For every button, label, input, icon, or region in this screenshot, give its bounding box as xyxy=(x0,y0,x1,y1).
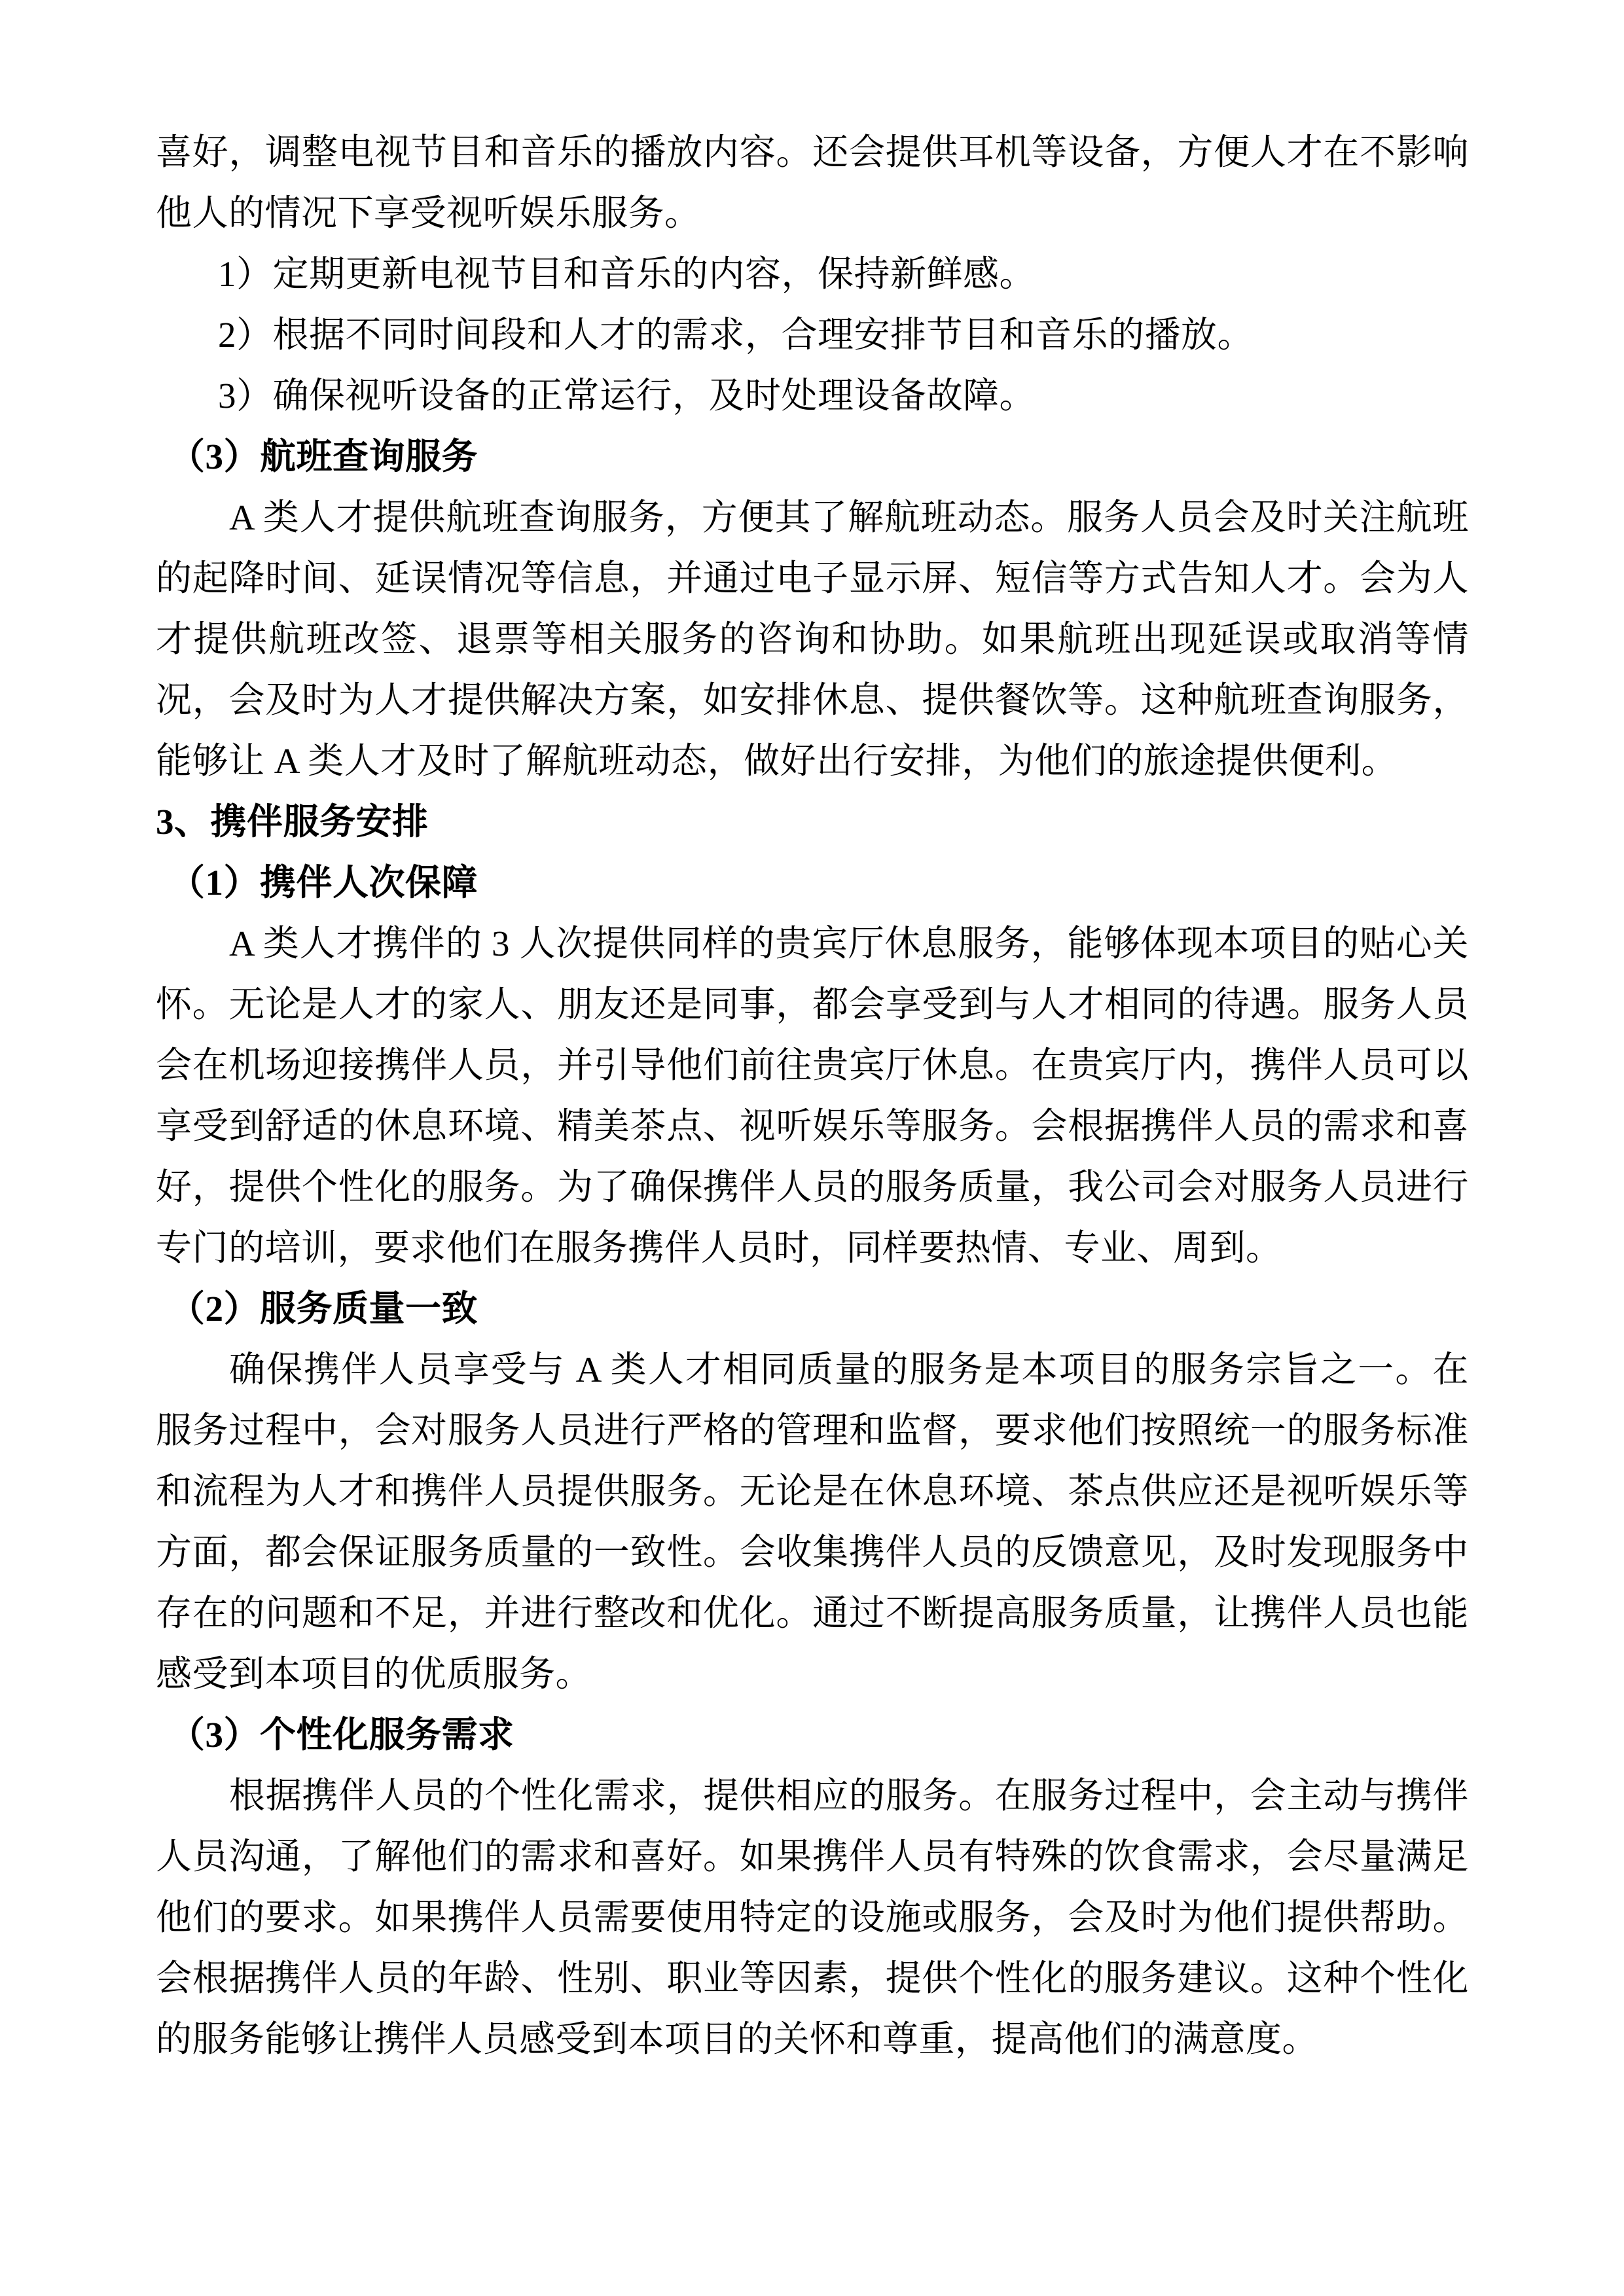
heading-service-quality-consistency: （2）服务质量一致 xyxy=(169,1289,478,1329)
heading-companion-service-arrangement: 3、携伴服务安排 xyxy=(156,802,429,842)
document-body xyxy=(156,122,1469,2070)
heading-flight-inquiry-service: （3）航班查询服务 xyxy=(169,437,478,476)
paragraph-flight-inquiry-service: A 类人才提供航班查询服务，方便其了解航班动态。服务人员会及时关注航班的起降时间、延误情况等信息，并通过电子显示屏、短信等方式告知人才。会为人才提供航班改签、退票等相关服务的咨询和协助。如果航班出现延误或取消等情况，会及时为人才提供解决方案，如安排休息、提供餐饮等。这种航班查询服务，能够让 A 类人才及时了解航班动态，做好出行安排，为他们的旅途提供便利。 xyxy=(156,497,1469,781)
heading-personalized-service-needs: （3）个性化服务需求 xyxy=(169,1715,514,1755)
heading-companion-person-times-guarantee: （1）携伴人次保障 xyxy=(169,863,478,903)
paragraph-service-quality-consistency: 确保携伴人员享受与 A 类人才相同质量的服务是本项目的服务宗旨之一。在服务过程中，会对服务人员进行严格的管理和监督，要求他们按照统一的服务标准和流程为人才和携伴人员提供服务。无论是在休息环境、茶点供应还是视听娱乐等方面，都会保证服务质量的一致性。会收集携伴人员的反馈意见，及时发现服务中存在的问题和不足，并进行整改和优化。通过不断提高服务质量，让携伴人员也能感受到本项目的优质服务。 xyxy=(156,1350,1469,1694)
paragraph-companion-person-times-guarantee: A 类人才携伴的 3 人次提供同样的贵宾厅休息服务，能够体现本项目的贴心关怀。无论是人才的家人、朋友还是同事，都会享受到与人才相同的待遇。服务人员会在机场迎接携伴人员，并引导他们前往贵宾厅休息。在贵宾厅内，携伴人员可以享受到舒适的休息环境、精美茶点、视听娱乐等服务。会根据携伴人员的需求和喜好，提供个性化的服务。为了确保携伴人员的服务质量，我公司会对服务人员进行专门的培训，要求他们在服务携伴人员时，同样要热情、专业、周到。 xyxy=(156,924,1469,1268)
paragraph-av-entertainment-continued: 喜好，调整电视节目和音乐的播放内容。还会提供耳机等设备，方便人才在不影响他人的情况下享受视听娱乐服务。 xyxy=(156,132,1469,233)
list-item-1: 1）定期更新电视节目和音乐的内容，保持新鲜感。 xyxy=(218,254,1036,294)
paragraph-personalized-service-needs: 根据携伴人员的个性化需求，提供相应的服务。在服务过程中，会主动与携伴人员沟通，了解他们的需求和喜好。如果携伴人员有特殊的饮食需求，会尽量满足他们的要求。如果携伴人员需要使用特定的设施或服务，会及时为他们提供帮助。会根据携伴人员的年龄、性别、职业等因素，提供个性化的服务建议。这种个性化的服务能够让携伴人员感受到本项目的关怀和尊重，提高他们的满意度。 xyxy=(156,1776,1469,2059)
list-item-2: 2）根据不同时间段和人才的需求，合理安排节目和音乐的播放。 xyxy=(218,315,1254,355)
list-item-3: 3）确保视听设备的正常运行，及时处理设备故障。 xyxy=(218,376,1036,416)
